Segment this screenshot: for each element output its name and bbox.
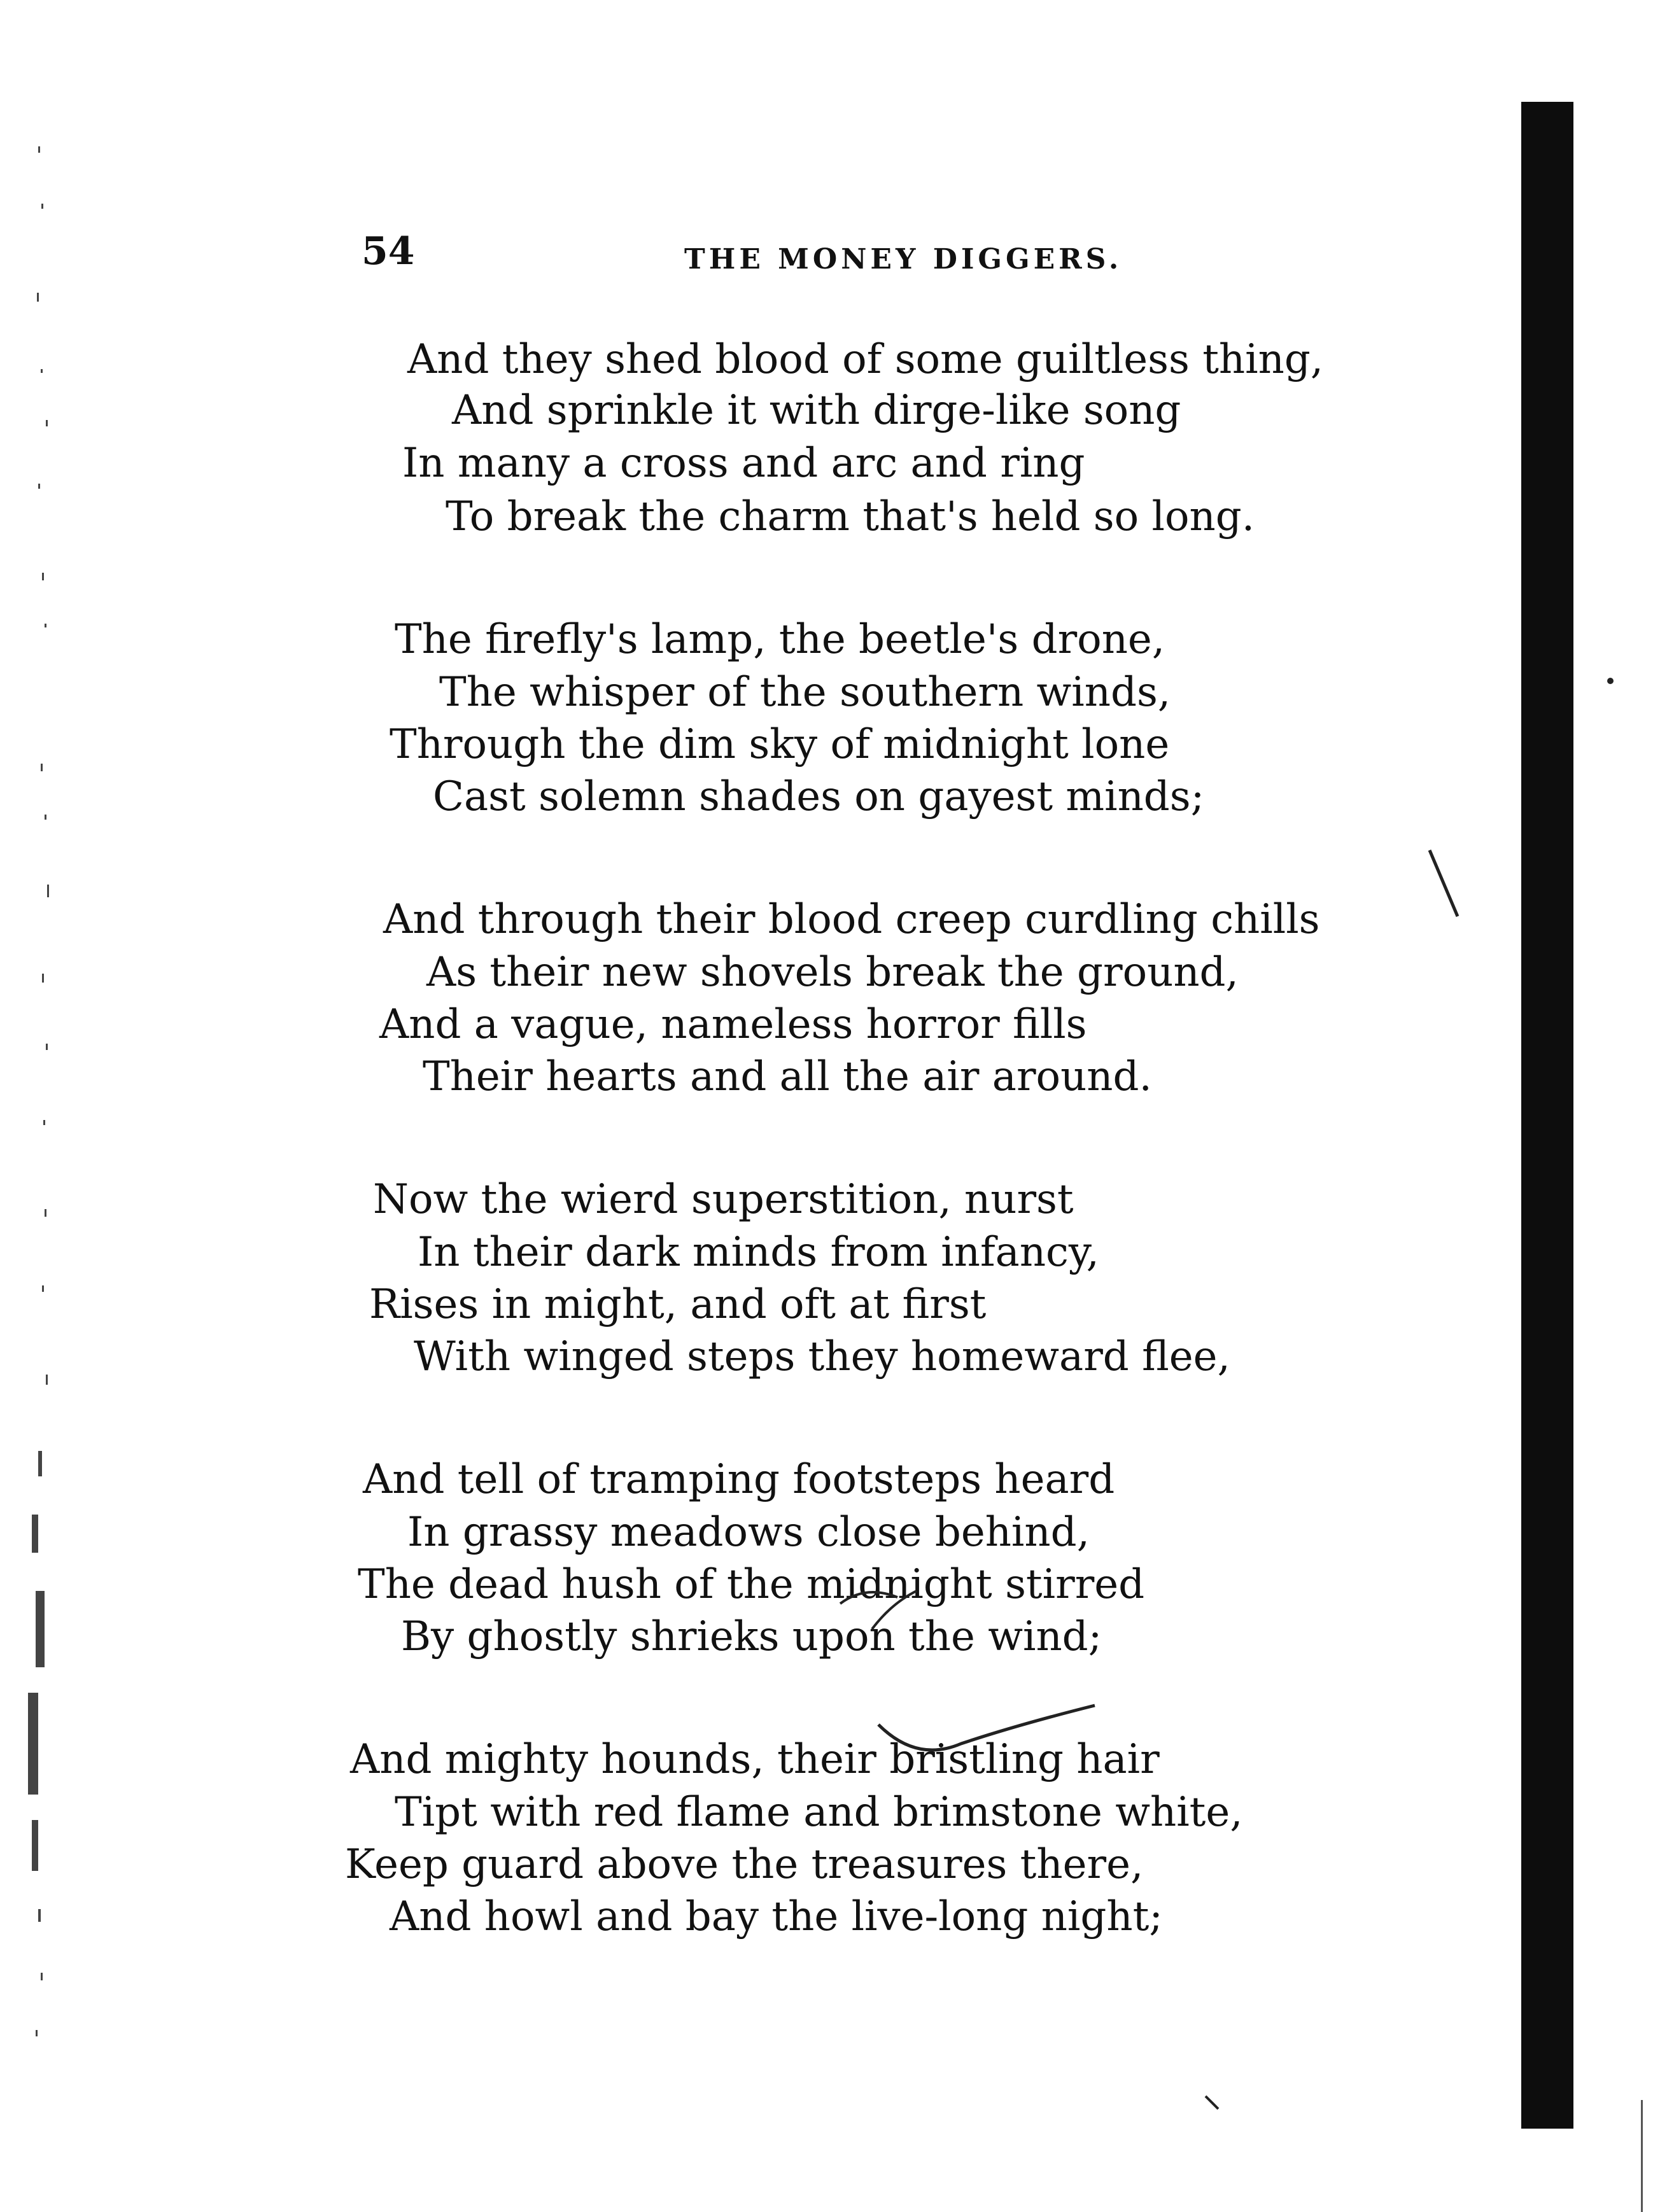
page-edge-line (1641, 2100, 1643, 2212)
verse-line: Rises in might, and oft at first (369, 1281, 987, 1328)
verse-line: The whisper of the southern winds, (439, 669, 1171, 716)
verse-line: As their new shovels break the ground, (426, 949, 1239, 996)
verse-line: The firefly's lamp, the beetle's drone, (395, 616, 1165, 663)
verse-line: In many a cross and arc and ring (402, 440, 1085, 487)
verse-line: And through their blood creep curdling chills (383, 896, 1320, 943)
verse-line: And sprinkle it with dirge-like song (452, 387, 1181, 434)
left-edge-specks (13, 127, 57, 2100)
verse-line: Tipt with red flame and brimstone white, (395, 1789, 1243, 1836)
pencil-correction-mark (827, 1578, 1120, 1769)
verse-line: By ghostly shrieks upon the wind; (401, 1613, 1102, 1660)
verse-line: And howl and bay the live-long night; (390, 1893, 1163, 1940)
verse-line: To break the charm that's held so long. (446, 493, 1255, 540)
ink-dot (1604, 675, 1617, 687)
page-number: 54 (362, 229, 415, 274)
verse-line: And a vague, nameless horror fills (379, 1001, 1087, 1048)
running-title: THE MONEY DIGGERS. (684, 243, 1123, 276)
verse-line: Through the dim sky of midnight lone (390, 721, 1170, 768)
verse-line: With winged steps they homeward flee, (414, 1333, 1230, 1380)
verse-line: In their dark minds from infancy, (418, 1229, 1099, 1276)
verse-line: Cast solemn shades on gayest minds; (433, 773, 1205, 820)
verse-line: Now the wierd superstition, nurst (373, 1176, 1074, 1223)
ink-tick (1203, 2094, 1222, 2113)
verse-line: The dead hush of the midnight stirred (358, 1561, 1145, 1608)
verse-line: And tell of tramping footsteps heard (363, 1456, 1115, 1503)
binding-edge (1521, 102, 1573, 2129)
verse-line: In grassy meadows close behind, (407, 1509, 1090, 1556)
verse-line: Their hearts and all the air around. (423, 1053, 1152, 1100)
margin-stroke-mark (1426, 846, 1464, 923)
verse-line: And they shed blood of some guiltless thing, (407, 336, 1324, 383)
verse-line: And mighty hounds, their bristling hair (350, 1736, 1160, 1783)
verse-line: Keep guard above the treasures there, (345, 1841, 1144, 1888)
